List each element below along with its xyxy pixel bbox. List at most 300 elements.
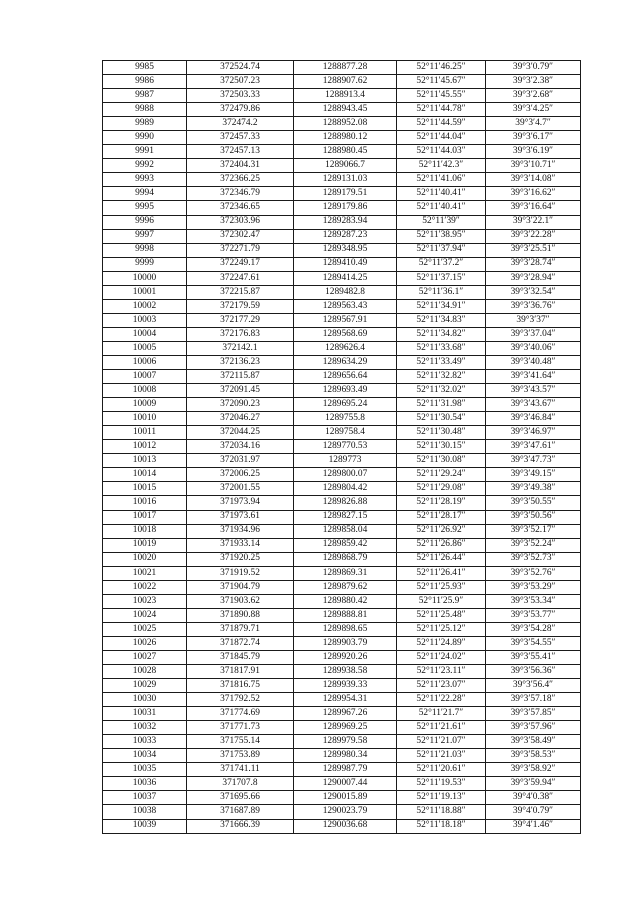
latitude-cell: 52°11′41.06″ bbox=[397, 173, 486, 187]
point-number-cell: 9994 bbox=[103, 187, 187, 201]
longitude-cell: 39°3′25.51″ bbox=[486, 243, 581, 257]
y-coordinate-cell: 1289567.91 bbox=[294, 313, 397, 327]
latitude-cell: 52°11′25.12″ bbox=[397, 622, 486, 636]
y-coordinate-cell: 1289826.88 bbox=[294, 496, 397, 510]
latitude-cell: 52°11′34.82″ bbox=[397, 327, 486, 341]
x-coordinate-cell: 372179.59 bbox=[187, 299, 294, 313]
latitude-cell: 52°11′18.88″ bbox=[397, 805, 486, 819]
y-coordinate-cell: 1289979.58 bbox=[294, 735, 397, 749]
latitude-cell: 52°11′25.93″ bbox=[397, 580, 486, 594]
latitude-cell: 52°11′25.48″ bbox=[397, 608, 486, 622]
longitude-cell: 39°3′57.18″ bbox=[486, 693, 581, 707]
y-coordinate-cell: 1289348.95 bbox=[294, 243, 397, 257]
point-number-cell: 9985 bbox=[103, 61, 187, 75]
table-row bbox=[103, 370, 581, 384]
table-row bbox=[103, 777, 581, 791]
table-row bbox=[103, 580, 581, 594]
x-coordinate-cell: 371817.91 bbox=[187, 665, 294, 679]
x-coordinate-cell: 372457.13 bbox=[187, 145, 294, 159]
table-row bbox=[103, 257, 581, 271]
table-row bbox=[103, 159, 581, 173]
point-number-cell: 10001 bbox=[103, 285, 187, 299]
table-row bbox=[103, 552, 581, 566]
y-coordinate-cell: 1289131.03 bbox=[294, 173, 397, 187]
longitude-cell: 39°3′4.25″ bbox=[486, 103, 581, 117]
x-coordinate-cell: 371890.88 bbox=[187, 608, 294, 622]
x-coordinate-cell: 372115.87 bbox=[187, 370, 294, 384]
y-coordinate-cell: 1289773 bbox=[294, 454, 397, 468]
table-row bbox=[103, 61, 581, 75]
longitude-cell: 39°3′54.28″ bbox=[486, 622, 581, 636]
point-number-cell: 10015 bbox=[103, 482, 187, 496]
y-coordinate-cell: 1289283.94 bbox=[294, 215, 397, 229]
latitude-cell: 52°11′26.86″ bbox=[397, 538, 486, 552]
y-coordinate-cell: 1289868.79 bbox=[294, 552, 397, 566]
point-number-cell: 10034 bbox=[103, 749, 187, 763]
point-number-cell: 10020 bbox=[103, 552, 187, 566]
table-row bbox=[103, 299, 581, 313]
longitude-cell: 39°3′37″ bbox=[486, 313, 581, 327]
y-coordinate-cell: 1288877.28 bbox=[294, 61, 397, 75]
table-row bbox=[103, 791, 581, 805]
y-coordinate-cell: 1288907.62 bbox=[294, 75, 397, 89]
x-coordinate-cell: 371920.25 bbox=[187, 552, 294, 566]
longitude-cell: 39°3′10.71″ bbox=[486, 159, 581, 173]
point-number-cell: 10002 bbox=[103, 299, 187, 313]
longitude-cell: 39°3′56.36″ bbox=[486, 665, 581, 679]
latitude-cell: 52°11′44.59″ bbox=[397, 117, 486, 131]
table-row bbox=[103, 285, 581, 299]
y-coordinate-cell: 1289563.43 bbox=[294, 299, 397, 313]
table-row bbox=[103, 187, 581, 201]
point-number-cell: 10000 bbox=[103, 271, 187, 285]
latitude-cell: 52°11′40.41″ bbox=[397, 201, 486, 215]
table-row bbox=[103, 355, 581, 369]
latitude-cell: 52°11′28.19″ bbox=[397, 496, 486, 510]
longitude-cell: 39°3′32.54″ bbox=[486, 285, 581, 299]
latitude-cell: 52°11′26.41″ bbox=[397, 566, 486, 580]
table-row bbox=[103, 215, 581, 229]
y-coordinate-cell: 1289987.79 bbox=[294, 763, 397, 777]
y-coordinate-cell: 1289800.07 bbox=[294, 468, 397, 482]
point-number-cell: 10013 bbox=[103, 454, 187, 468]
x-coordinate-cell: 372046.27 bbox=[187, 412, 294, 426]
latitude-cell: 52°11′32.82″ bbox=[397, 370, 486, 384]
point-number-cell: 9996 bbox=[103, 215, 187, 229]
point-number-cell: 10023 bbox=[103, 594, 187, 608]
point-number-cell: 10039 bbox=[103, 819, 187, 833]
longitude-cell: 39°3′2.68″ bbox=[486, 89, 581, 103]
latitude-cell: 52°11′45.67″ bbox=[397, 75, 486, 89]
y-coordinate-cell: 1289903.79 bbox=[294, 636, 397, 650]
point-number-cell: 10018 bbox=[103, 524, 187, 538]
point-number-cell: 10008 bbox=[103, 384, 187, 398]
table-row bbox=[103, 510, 581, 524]
y-coordinate-cell: 1289693.49 bbox=[294, 384, 397, 398]
longitude-cell: 39°3′41.64″ bbox=[486, 370, 581, 384]
latitude-cell: 52°11′45.55″ bbox=[397, 89, 486, 103]
longitude-cell: 39°3′2.38″ bbox=[486, 75, 581, 89]
table-row bbox=[103, 103, 581, 117]
y-coordinate-cell: 1289858.04 bbox=[294, 524, 397, 538]
latitude-cell: 52°11′36.1″ bbox=[397, 285, 486, 299]
latitude-cell: 52°11′46.25″ bbox=[397, 61, 486, 75]
latitude-cell: 52°11′21.03″ bbox=[397, 749, 486, 763]
point-number-cell: 9991 bbox=[103, 145, 187, 159]
table-row bbox=[103, 496, 581, 510]
longitude-cell: 39°3′52.73″ bbox=[486, 552, 581, 566]
latitude-cell: 52°11′19.53″ bbox=[397, 777, 486, 791]
y-coordinate-cell: 1289920.26 bbox=[294, 650, 397, 664]
x-coordinate-cell: 371879.71 bbox=[187, 622, 294, 636]
latitude-cell: 52°11′23.07″ bbox=[397, 679, 486, 693]
latitude-cell: 52°11′33.68″ bbox=[397, 341, 486, 355]
y-coordinate-cell: 1288943.45 bbox=[294, 103, 397, 117]
x-coordinate-cell: 372346.79 bbox=[187, 187, 294, 201]
x-coordinate-cell: 372346.65 bbox=[187, 201, 294, 215]
table-row bbox=[103, 679, 581, 693]
x-coordinate-cell: 372249.17 bbox=[187, 257, 294, 271]
table-row bbox=[103, 594, 581, 608]
longitude-cell: 39°3′55.41″ bbox=[486, 650, 581, 664]
x-coordinate-cell: 371816.75 bbox=[187, 679, 294, 693]
x-coordinate-cell: 372177.29 bbox=[187, 313, 294, 327]
longitude-cell: 39°3′46.84″ bbox=[486, 412, 581, 426]
y-coordinate-cell: 1289179.51 bbox=[294, 187, 397, 201]
y-coordinate-cell: 1289859.42 bbox=[294, 538, 397, 552]
latitude-cell: 52°11′29.24″ bbox=[397, 468, 486, 482]
latitude-cell: 52°11′37.15″ bbox=[397, 271, 486, 285]
latitude-cell: 52°11′32.02″ bbox=[397, 384, 486, 398]
point-number-cell: 9993 bbox=[103, 173, 187, 187]
table-row bbox=[103, 636, 581, 650]
longitude-cell: 39°3′49.38″ bbox=[486, 482, 581, 496]
point-number-cell: 10014 bbox=[103, 468, 187, 482]
latitude-cell: 52°11′30.54″ bbox=[397, 412, 486, 426]
x-coordinate-cell: 371741.11 bbox=[187, 763, 294, 777]
longitude-cell: 39°4′1.46″ bbox=[486, 819, 581, 833]
x-coordinate-cell: 372001.55 bbox=[187, 482, 294, 496]
longitude-cell: 39°3′47.73″ bbox=[486, 454, 581, 468]
latitude-cell: 52°11′31.98″ bbox=[397, 398, 486, 412]
table-row bbox=[103, 650, 581, 664]
longitude-cell: 39°3′28.74″ bbox=[486, 257, 581, 271]
table-row bbox=[103, 327, 581, 341]
table-row bbox=[103, 524, 581, 538]
table-row bbox=[103, 454, 581, 468]
y-coordinate-cell: 1290015.89 bbox=[294, 791, 397, 805]
longitude-cell: 39°3′43.67″ bbox=[486, 398, 581, 412]
longitude-cell: 39°3′52.17″ bbox=[486, 524, 581, 538]
longitude-cell: 39°3′59.94″ bbox=[486, 777, 581, 791]
point-number-cell: 10025 bbox=[103, 622, 187, 636]
table-row bbox=[103, 805, 581, 819]
y-coordinate-cell: 1289410.49 bbox=[294, 257, 397, 271]
latitude-cell: 52°11′21.7″ bbox=[397, 707, 486, 721]
point-number-cell: 10037 bbox=[103, 791, 187, 805]
latitude-cell: 52°11′44.78″ bbox=[397, 103, 486, 117]
table-row bbox=[103, 440, 581, 454]
point-number-cell: 10031 bbox=[103, 707, 187, 721]
longitude-cell: 39°3′40.06″ bbox=[486, 341, 581, 355]
y-coordinate-cell: 1289898.65 bbox=[294, 622, 397, 636]
longitude-cell: 39°3′16.64″ bbox=[486, 201, 581, 215]
longitude-cell: 39°3′6.19″ bbox=[486, 145, 581, 159]
y-coordinate-cell: 1289482.8 bbox=[294, 285, 397, 299]
table-row bbox=[103, 538, 581, 552]
longitude-cell: 39°3′53.29″ bbox=[486, 580, 581, 594]
table-row bbox=[103, 412, 581, 426]
longitude-cell: 39°3′4.7″ bbox=[486, 117, 581, 131]
longitude-cell: 39°3′46.97″ bbox=[486, 426, 581, 440]
point-number-cell: 9999 bbox=[103, 257, 187, 271]
longitude-cell: 39°3′56.4″ bbox=[486, 679, 581, 693]
point-number-cell: 10007 bbox=[103, 370, 187, 384]
x-coordinate-cell: 372176.83 bbox=[187, 327, 294, 341]
y-coordinate-cell: 1288913.4 bbox=[294, 89, 397, 103]
latitude-cell: 52°11′20.61″ bbox=[397, 763, 486, 777]
table-row bbox=[103, 229, 581, 243]
longitude-cell: 39°3′57.85″ bbox=[486, 707, 581, 721]
y-coordinate-cell: 1289770.53 bbox=[294, 440, 397, 454]
table-row bbox=[103, 665, 581, 679]
x-coordinate-cell: 372503.33 bbox=[187, 89, 294, 103]
y-coordinate-cell: 1289880.42 bbox=[294, 594, 397, 608]
x-coordinate-cell: 371695.66 bbox=[187, 791, 294, 805]
x-coordinate-cell: 372507.23 bbox=[187, 75, 294, 89]
y-coordinate-cell: 1288980.45 bbox=[294, 145, 397, 159]
table-row bbox=[103, 622, 581, 636]
y-coordinate-cell: 1289939.33 bbox=[294, 679, 397, 693]
latitude-cell: 52°11′21.07″ bbox=[397, 735, 486, 749]
y-coordinate-cell: 1289755.8 bbox=[294, 412, 397, 426]
table-row bbox=[103, 89, 581, 103]
point-number-cell: 10036 bbox=[103, 777, 187, 791]
x-coordinate-cell: 372031.97 bbox=[187, 454, 294, 468]
longitude-cell: 39°3′50.56″ bbox=[486, 510, 581, 524]
x-coordinate-cell: 371753.89 bbox=[187, 749, 294, 763]
table-row bbox=[103, 313, 581, 327]
x-coordinate-cell: 371933.14 bbox=[187, 538, 294, 552]
longitude-cell: 39°3′50.55″ bbox=[486, 496, 581, 510]
longitude-cell: 39°3′6.17″ bbox=[486, 131, 581, 145]
longitude-cell: 39°3′47.61″ bbox=[486, 440, 581, 454]
y-coordinate-cell: 1290023.79 bbox=[294, 805, 397, 819]
point-number-cell: 10032 bbox=[103, 721, 187, 735]
point-number-cell: 10030 bbox=[103, 693, 187, 707]
point-number-cell: 9992 bbox=[103, 159, 187, 173]
table-row bbox=[103, 117, 581, 131]
table-row bbox=[103, 75, 581, 89]
latitude-cell: 52°11′26.92″ bbox=[397, 524, 486, 538]
latitude-cell: 52°11′24.02″ bbox=[397, 650, 486, 664]
latitude-cell: 52°11′28.17″ bbox=[397, 510, 486, 524]
coordinates-table-body bbox=[103, 61, 581, 834]
point-number-cell: 10011 bbox=[103, 426, 187, 440]
y-coordinate-cell: 1289869.31 bbox=[294, 566, 397, 580]
latitude-cell: 52°11′40.41″ bbox=[397, 187, 486, 201]
x-coordinate-cell: 372303.96 bbox=[187, 215, 294, 229]
x-coordinate-cell: 371919.52 bbox=[187, 566, 294, 580]
x-coordinate-cell: 371845.79 bbox=[187, 650, 294, 664]
latitude-cell: 52°11′18.18″ bbox=[397, 819, 486, 833]
x-coordinate-cell: 371973.94 bbox=[187, 496, 294, 510]
x-coordinate-cell: 371792.52 bbox=[187, 693, 294, 707]
table-row bbox=[103, 468, 581, 482]
longitude-cell: 39°3′53.34″ bbox=[486, 594, 581, 608]
latitude-cell: 52°11′22.28″ bbox=[397, 693, 486, 707]
point-number-cell: 10035 bbox=[103, 763, 187, 777]
longitude-cell: 39°3′0.79″ bbox=[486, 61, 581, 75]
x-coordinate-cell: 372479.86 bbox=[187, 103, 294, 117]
longitude-cell: 39°3′58.92″ bbox=[486, 763, 581, 777]
point-number-cell: 10005 bbox=[103, 341, 187, 355]
latitude-cell: 52°11′26.44″ bbox=[397, 552, 486, 566]
latitude-cell: 52°11′30.08″ bbox=[397, 454, 486, 468]
point-number-cell: 10019 bbox=[103, 538, 187, 552]
x-coordinate-cell: 372044.25 bbox=[187, 426, 294, 440]
x-coordinate-cell: 372404.31 bbox=[187, 159, 294, 173]
x-coordinate-cell: 371755.14 bbox=[187, 735, 294, 749]
longitude-cell: 39°3′40.48″ bbox=[486, 355, 581, 369]
x-coordinate-cell: 371934.96 bbox=[187, 524, 294, 538]
x-coordinate-cell: 371903.62 bbox=[187, 594, 294, 608]
x-coordinate-cell: 372090.23 bbox=[187, 398, 294, 412]
point-number-cell: 10017 bbox=[103, 510, 187, 524]
latitude-cell: 52°11′39″ bbox=[397, 215, 486, 229]
table-row bbox=[103, 271, 581, 285]
table-row bbox=[103, 482, 581, 496]
y-coordinate-cell: 1289954.31 bbox=[294, 693, 397, 707]
longitude-cell: 39°3′54.55″ bbox=[486, 636, 581, 650]
x-coordinate-cell: 371771.73 bbox=[187, 721, 294, 735]
y-coordinate-cell: 1289827.15 bbox=[294, 510, 397, 524]
longitude-cell: 39°3′14.08″ bbox=[486, 173, 581, 187]
table-row bbox=[103, 384, 581, 398]
table-row bbox=[103, 721, 581, 735]
longitude-cell: 39°3′22.1″ bbox=[486, 215, 581, 229]
y-coordinate-cell: 1289656.64 bbox=[294, 370, 397, 384]
y-coordinate-cell: 1289626.4 bbox=[294, 341, 397, 355]
x-coordinate-cell: 372271.79 bbox=[187, 243, 294, 257]
latitude-cell: 52°11′23.11″ bbox=[397, 665, 486, 679]
longitude-cell: 39°3′52.24″ bbox=[486, 538, 581, 552]
point-number-cell: 10012 bbox=[103, 440, 187, 454]
point-number-cell: 9998 bbox=[103, 243, 187, 257]
latitude-cell: 52°11′24.89″ bbox=[397, 636, 486, 650]
y-coordinate-cell: 1289287.23 bbox=[294, 229, 397, 243]
y-coordinate-cell: 1289758.4 bbox=[294, 426, 397, 440]
point-number-cell: 10026 bbox=[103, 636, 187, 650]
latitude-cell: 52°11′29.08″ bbox=[397, 482, 486, 496]
longitude-cell: 39°3′36.76″ bbox=[486, 299, 581, 313]
x-coordinate-cell: 372474.2 bbox=[187, 117, 294, 131]
y-coordinate-cell: 1289804.42 bbox=[294, 482, 397, 496]
y-coordinate-cell: 1288980.12 bbox=[294, 131, 397, 145]
point-number-cell: 9986 bbox=[103, 75, 187, 89]
point-number-cell: 9997 bbox=[103, 229, 187, 243]
y-coordinate-cell: 1289938.58 bbox=[294, 665, 397, 679]
longitude-cell: 39°3′53.77″ bbox=[486, 608, 581, 622]
point-number-cell: 10033 bbox=[103, 735, 187, 749]
point-number-cell: 10038 bbox=[103, 805, 187, 819]
longitude-cell: 39°4′0.38″ bbox=[486, 791, 581, 805]
longitude-cell: 39°3′58.49″ bbox=[486, 735, 581, 749]
x-coordinate-cell: 371687.89 bbox=[187, 805, 294, 819]
latitude-cell: 52°11′30.48″ bbox=[397, 426, 486, 440]
table-row bbox=[103, 201, 581, 215]
y-coordinate-cell: 1289980.34 bbox=[294, 749, 397, 763]
longitude-cell: 39°3′22.28″ bbox=[486, 229, 581, 243]
y-coordinate-cell: 1289967.26 bbox=[294, 707, 397, 721]
x-coordinate-cell: 372366.25 bbox=[187, 173, 294, 187]
point-number-cell: 10016 bbox=[103, 496, 187, 510]
x-coordinate-cell: 372142.1 bbox=[187, 341, 294, 355]
table-row bbox=[103, 398, 581, 412]
table-row bbox=[103, 426, 581, 440]
table-row bbox=[103, 819, 581, 833]
x-coordinate-cell: 372006.25 bbox=[187, 468, 294, 482]
longitude-cell: 39°3′28.94″ bbox=[486, 271, 581, 285]
point-number-cell: 10024 bbox=[103, 608, 187, 622]
point-number-cell: 10009 bbox=[103, 398, 187, 412]
table-row bbox=[103, 707, 581, 721]
point-number-cell: 9995 bbox=[103, 201, 187, 215]
x-coordinate-cell: 371707.8 bbox=[187, 777, 294, 791]
y-coordinate-cell: 1289888.81 bbox=[294, 608, 397, 622]
y-coordinate-cell: 1290007.44 bbox=[294, 777, 397, 791]
longitude-cell: 39°3′58.53″ bbox=[486, 749, 581, 763]
latitude-cell: 52°11′34.91″ bbox=[397, 299, 486, 313]
y-coordinate-cell: 1289879.62 bbox=[294, 580, 397, 594]
y-coordinate-cell: 1289634.29 bbox=[294, 355, 397, 369]
y-coordinate-cell: 1289414.25 bbox=[294, 271, 397, 285]
table-row bbox=[103, 243, 581, 257]
table-row bbox=[103, 173, 581, 187]
table-row bbox=[103, 341, 581, 355]
point-number-cell: 10010 bbox=[103, 412, 187, 426]
y-coordinate-cell: 1289969.25 bbox=[294, 721, 397, 735]
table-row bbox=[103, 145, 581, 159]
point-number-cell: 10027 bbox=[103, 650, 187, 664]
x-coordinate-cell: 371904.79 bbox=[187, 580, 294, 594]
point-number-cell: 9989 bbox=[103, 117, 187, 131]
table-row bbox=[103, 608, 581, 622]
longitude-cell: 39°3′57.96″ bbox=[486, 721, 581, 735]
table-row bbox=[103, 749, 581, 763]
latitude-cell: 52°11′42.3″ bbox=[397, 159, 486, 173]
latitude-cell: 52°11′37.94″ bbox=[397, 243, 486, 257]
x-coordinate-cell: 372457.33 bbox=[187, 131, 294, 145]
x-coordinate-cell: 372524.74 bbox=[187, 61, 294, 75]
table-row bbox=[103, 131, 581, 145]
y-coordinate-cell: 1289695.24 bbox=[294, 398, 397, 412]
x-coordinate-cell: 371774.69 bbox=[187, 707, 294, 721]
longitude-cell: 39°3′16.62″ bbox=[486, 187, 581, 201]
point-number-cell: 10022 bbox=[103, 580, 187, 594]
y-coordinate-cell: 1288952.08 bbox=[294, 117, 397, 131]
latitude-cell: 52°11′44.04″ bbox=[397, 131, 486, 145]
longitude-cell: 39°3′49.15″ bbox=[486, 468, 581, 482]
longitude-cell: 39°3′52.76″ bbox=[486, 566, 581, 580]
point-number-cell: 10029 bbox=[103, 679, 187, 693]
point-number-cell: 9990 bbox=[103, 131, 187, 145]
latitude-cell: 52°11′30.15″ bbox=[397, 440, 486, 454]
longitude-cell: 39°3′43.57″ bbox=[486, 384, 581, 398]
point-number-cell: 10004 bbox=[103, 327, 187, 341]
point-number-cell: 10028 bbox=[103, 665, 187, 679]
latitude-cell: 52°11′44.03″ bbox=[397, 145, 486, 159]
